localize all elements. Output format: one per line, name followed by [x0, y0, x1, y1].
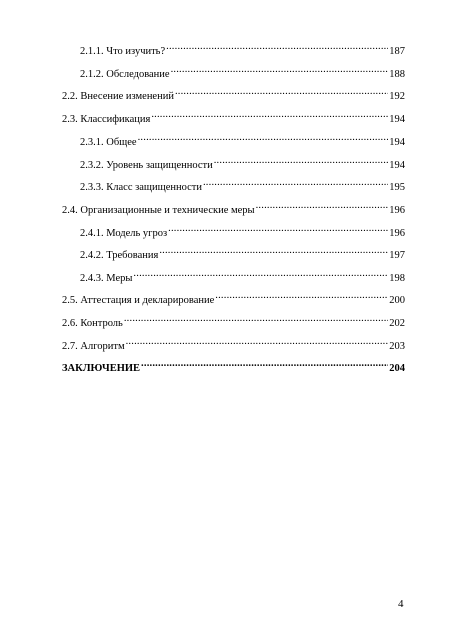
toc-entry-title: 2.6. Контроль [62, 318, 123, 329]
toc-entry [80, 267, 405, 286]
toc-entry [80, 244, 405, 263]
toc-entry [80, 222, 405, 241]
toc-entry-title: 2.3.1. Общее [80, 137, 137, 148]
toc-entry [62, 199, 405, 218]
toc-dot-leader [215, 289, 388, 303]
toc-entry-title: 2.4.2. Требования [80, 250, 159, 261]
toc-entry [80, 63, 405, 82]
toc-entry-page: 204 [389, 363, 405, 374]
toc-dot-leader [151, 108, 388, 122]
toc-entry-title: 2.4.1. Модель угроз [80, 228, 168, 239]
toc-entry-title: 2.5. Аттестация и декларирование [62, 295, 215, 306]
toc-dot-leader [171, 63, 389, 77]
toc-entry-title: 2.4. Организационные и технические меры [62, 205, 255, 216]
toc-dot-leader [256, 199, 389, 213]
toc-entry-title: 2.3.3. Класс защищенности [80, 182, 202, 193]
toc-entry [80, 131, 405, 150]
toc-entry [80, 40, 405, 59]
toc-entry [80, 176, 405, 195]
page-number: 4 [398, 598, 404, 610]
toc-entry-page: 203 [389, 341, 405, 352]
toc-entry-page: 195 [389, 182, 405, 193]
toc-dot-leader [124, 312, 388, 326]
toc-entry-title: 2.7. Алгоритм [62, 341, 125, 352]
toc-entry-page: 192 [389, 91, 405, 102]
toc-dot-leader [138, 131, 389, 145]
toc-dot-leader [126, 335, 389, 349]
toc-entry-page: 196 [389, 228, 405, 239]
toc-entry-title: 2.2. Внесение изменений [62, 91, 174, 102]
toc-entry-page: 187 [389, 46, 405, 57]
toc-entry-title: 2.4.3. Меры [80, 273, 133, 284]
toc-entry-title: 2.3.2. Уровень защищенности [80, 160, 213, 171]
toc-entry-page: 194 [389, 137, 405, 148]
toc-entry-page: 188 [389, 69, 405, 80]
toc-entry-conclusion [62, 357, 405, 376]
toc-entry-title: ЗАКЛЮЧЕНИЕ [62, 363, 141, 374]
toc-entry-page: 202 [389, 318, 405, 329]
toc-entry [62, 312, 405, 331]
toc-entry [80, 154, 405, 173]
toc-entry [62, 108, 405, 127]
toc-entry-page: 197 [389, 250, 405, 261]
toc-dot-leader [159, 244, 388, 258]
toc-entry-title: 2.1.2. Обследование [80, 69, 170, 80]
toc-entry-title: 2.1.1. Что изучить? [80, 46, 166, 57]
toc-entry-page: 200 [389, 295, 405, 306]
toc-dot-leader [141, 357, 388, 371]
toc-dot-leader [166, 40, 388, 54]
toc-dot-leader [168, 222, 388, 236]
toc-entry-page: 198 [389, 273, 405, 284]
toc-dot-leader [203, 176, 388, 190]
toc-entry-page: 194 [389, 160, 405, 171]
toc-entry-title: 2.3. Классификация [62, 114, 151, 125]
toc-entry [62, 335, 405, 354]
toc-entry [62, 289, 405, 308]
toc-dot-leader [214, 154, 389, 168]
toc-dot-leader [175, 85, 388, 99]
toc-dot-leader [133, 267, 388, 281]
toc-entry-page: 194 [389, 114, 405, 125]
toc-entry-page: 196 [389, 205, 405, 216]
toc-entry [62, 85, 405, 104]
